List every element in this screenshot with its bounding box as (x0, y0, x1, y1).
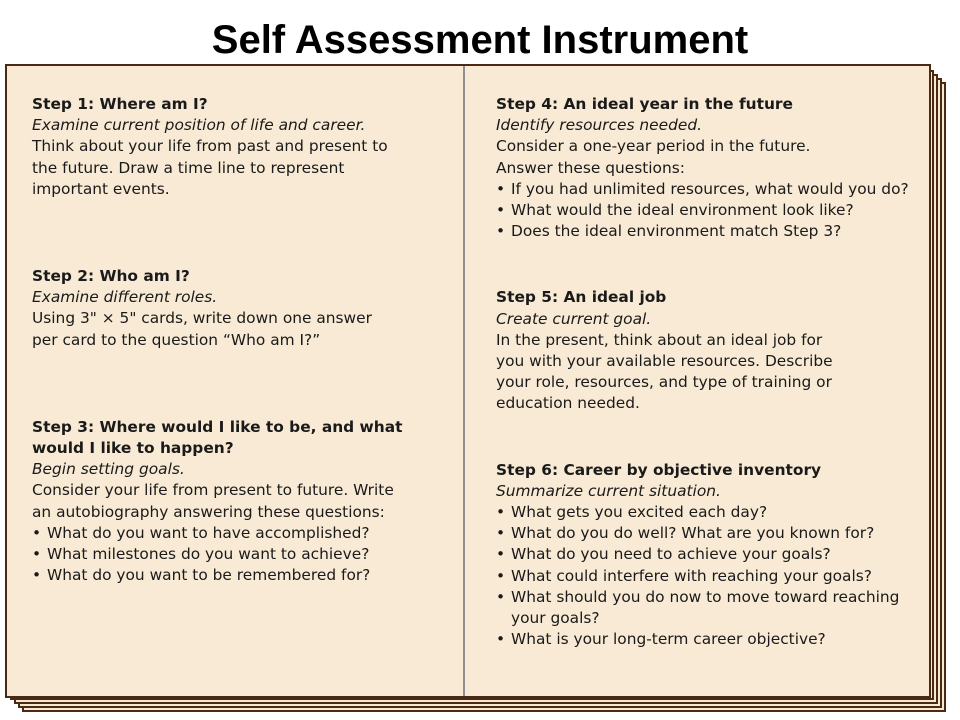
bullet-icon: • (496, 222, 506, 241)
bullet-text: What gets you excited each day? (511, 503, 768, 522)
step-4-bullet (496, 221, 921, 242)
bullet-text: What could interfere with reaching your goals? (511, 566, 872, 585)
step-6-bullet (496, 629, 921, 650)
step-5-text-line: you with your available resources. Describe (496, 352, 833, 371)
step-3-bullet (32, 565, 457, 586)
step-4-heading: Step 4: An ideal year in the future (496, 95, 793, 113)
step-1-block (32, 94, 457, 200)
bullet-icon: • (32, 545, 42, 564)
step-6-subtitle: Summarize current situation. (496, 481, 721, 500)
step-3-text-line: an autobiography answering these questions: (32, 502, 385, 521)
step-6-bullet (496, 587, 921, 629)
bullet-text: What do you want to have accomplished? (47, 523, 370, 542)
step-5-heading: Step 5: An ideal job (496, 288, 667, 307)
step-6-block (496, 460, 921, 651)
bullet-text: What is your long-term career objective? (511, 630, 826, 649)
open-book-panel (5, 64, 931, 698)
step-3-block (32, 417, 457, 587)
bullet-text: What do you need to achieve your goals? (511, 545, 831, 564)
step-6-bullet (496, 502, 921, 523)
step-2-text-line: per card to the question “Who am I?” (32, 330, 321, 349)
step-2-text-line: Using 3" × 5" cards, write down one answer (32, 309, 372, 328)
bullet-icon: • (496, 503, 506, 522)
bullet-icon: • (496, 566, 506, 585)
bullet-icon: • (496, 545, 506, 564)
step-1-heading: Step 1: Where am I? (32, 95, 208, 113)
right-page-column (496, 94, 921, 650)
step-5-text-line: your role, resources, and type of training or (496, 373, 832, 392)
step-5-text-line: In the present, think about an ideal job for (496, 330, 823, 349)
step-4-bullet (496, 200, 921, 221)
bullet-text: What would the ideal environment look like? (511, 201, 854, 220)
step-4-text-line: Consider a one-year period in the future. (496, 137, 811, 156)
bullet-text: What should you do now to move toward reaching your goals? (511, 587, 900, 628)
step-4-bullet (496, 179, 921, 200)
bullet-text: What do you want to be remembered for? (47, 566, 371, 585)
step-5-text-line: education needed. (496, 394, 640, 413)
step-1-text-line: Think about your life from past and present to (32, 137, 388, 156)
step-3-bullet (32, 544, 457, 565)
book-spine-divider (463, 66, 465, 696)
bullet-text: Does the ideal environment match Step 3? (511, 222, 842, 241)
bullet-icon: • (496, 179, 506, 198)
left-page-column (32, 94, 457, 586)
bullet-text: What do you do well? What are you known for? (511, 524, 875, 543)
step-3-text-line: Consider your life from present to future. Write (32, 481, 394, 500)
step-4-text-line: Answer these questions: (496, 158, 685, 177)
bullet-icon: • (496, 630, 506, 649)
bullet-text: What milestones do you want to achieve? (47, 545, 370, 564)
step-6-bullet (496, 523, 921, 544)
step-3-subtitle: Begin setting goals. (32, 460, 185, 479)
step-6-bullet (496, 544, 921, 565)
step-3-bullet (32, 523, 457, 544)
bullet-icon: • (496, 201, 506, 220)
bullet-icon: • (496, 587, 506, 606)
bullet-icon: • (496, 524, 506, 543)
bullet-icon: • (32, 566, 42, 585)
step-2-block (32, 266, 457, 351)
bullet-icon: • (32, 523, 42, 542)
step-1-text-line: important events. (32, 179, 170, 198)
step-3-heading: would I like to happen? (32, 439, 234, 458)
step-3-heading: Step 3: Where would I like to be, and what (32, 417, 403, 436)
step-4-subtitle: Identify resources needed. (496, 116, 703, 135)
step-2-heading: Step 2: Who am I? (32, 267, 190, 286)
step-6-heading: Step 6: Career by objective inventory (496, 460, 822, 479)
step-5-block (496, 287, 921, 414)
step-4-block (496, 94, 921, 242)
step-5-subtitle: Create current goal. (496, 309, 652, 328)
bullet-text: If you had unlimited resources, what would you do? (511, 179, 909, 198)
page-title: Self Assessment Instrument (211, 18, 749, 62)
step-6-bullet (496, 566, 921, 587)
step-2-subtitle: Examine different roles. (32, 288, 218, 307)
step-1-text-line: the future. Draw a time line to represent (32, 158, 345, 177)
step-1-subtitle: Examine current position of life and career. (32, 116, 366, 135)
